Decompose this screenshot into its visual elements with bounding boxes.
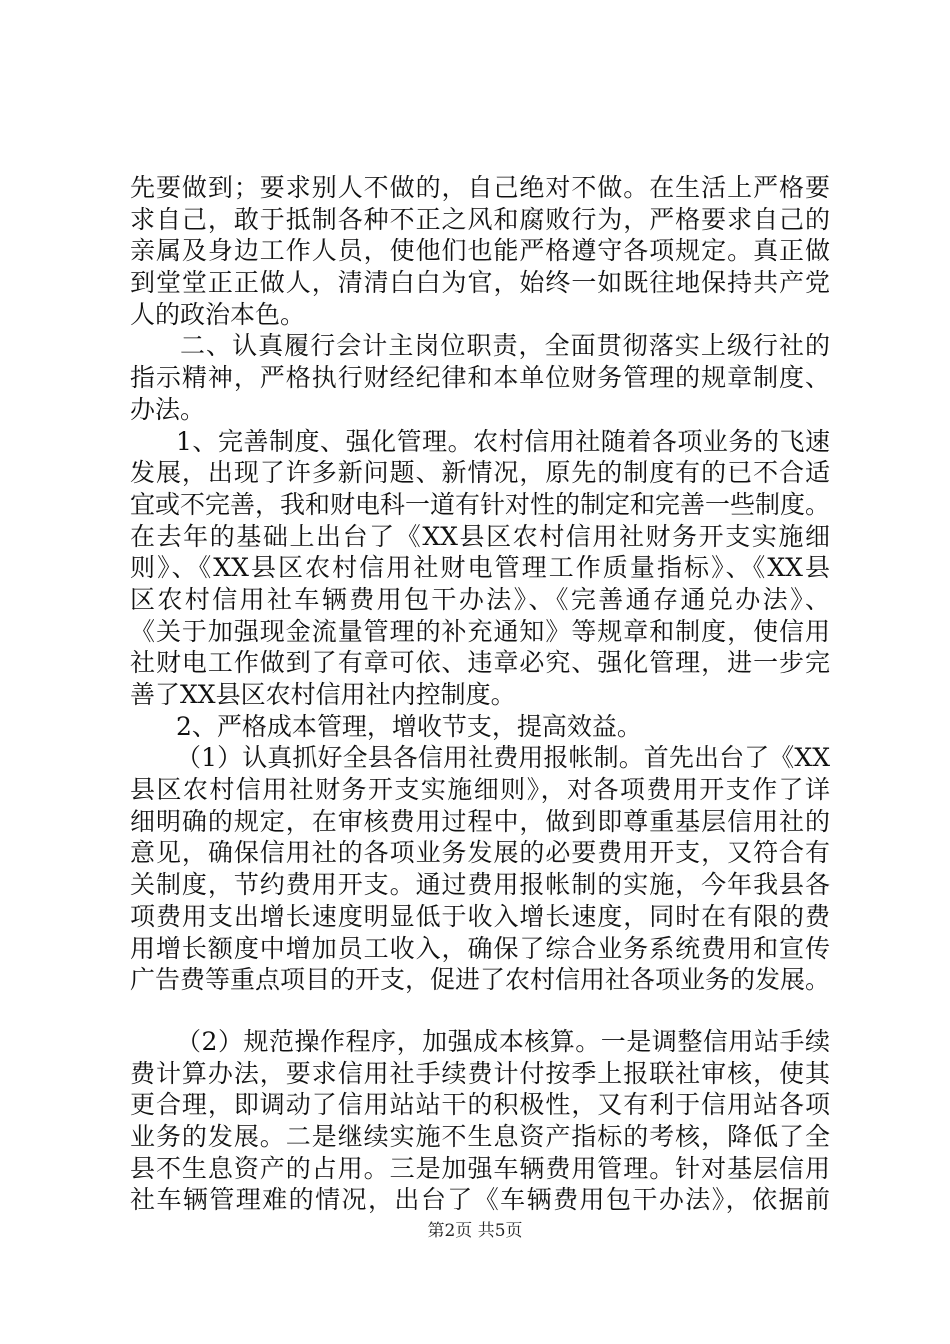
- text-line: 指示精神，严格执行财经纪律和本单位财务管理的规章制度、: [130, 363, 830, 393]
- text-line: 县不生息资产的占用。三是加强车辆费用管理。针对基层信用: [130, 1153, 830, 1183]
- text-line: 细明确的规定，在审核费用过程中，做到即尊重基层信用社的: [130, 806, 830, 836]
- text-line: 1、完善制度、强化管理。农村信用社随着各项业务的飞速: [176, 426, 830, 456]
- text-line: 县区农村信用社财务开支实施细则》，对各项费用开支作了详: [130, 775, 830, 805]
- page-number-footer: 第2页 共5页: [427, 1221, 523, 1241]
- text-line: 求自己，敢于抵制各种不正之风和腐败行为，严格要求自己的: [130, 204, 830, 234]
- text-line: 亲属及身边工作人员，使他们也能严格遵守各项规定。真正做: [130, 236, 830, 266]
- document-body: [130, 172, 830, 1216]
- text-line: 《关于加强现金流量管理的补充通知》等规章和制度，使信用: [130, 616, 830, 646]
- text-line: 宜或不完善，我和财电科一道有针对性的制定和完善一些制度。: [130, 489, 830, 519]
- text-line: 项费用支出增长速度明显低于收入增长速度，同时在有限的费: [130, 901, 830, 931]
- text-line: 先要做到；要求别人不做的，自己绝对不做。在生活上严格要: [130, 173, 830, 202]
- text-line: 意见，确保信用社的各项业务发展的必要费用开支，又符合有: [130, 838, 830, 868]
- text-line: 区农村信用社车辆费用包干办法》、《完善通存通兑办法》、: [130, 584, 830, 614]
- text-line: 2、严格成本管理，增收节支，提高效益。: [176, 711, 642, 741]
- text-line: 社车辆管理难的情况，出台了《车辆费用包干办法》，依据前: [130, 1185, 830, 1215]
- text-line: 社财电工作做到了有章可依、违章必究、强化管理，进一步完: [130, 648, 830, 678]
- text-line: （2）规范操作程序，加强成本核算。一是调整信用站手续: [176, 1026, 830, 1056]
- text-line: 则》、《XX县区农村信用社财电管理工作质量指标》、《XX县: [130, 553, 830, 583]
- text-line: 关制度，节约费用开支。通过费用报帐制的实施，今年我县各: [130, 870, 830, 900]
- text-line: 费计算办法，要求信用社手续费计付按季上报联社审核，使其: [130, 1058, 830, 1088]
- text-line: 人的政治本色。: [130, 299, 306, 329]
- text-line: 善了XX县区农村信用社内控制度。: [130, 680, 516, 709]
- text-line: 在去年的基础上出台了《XX县区农村信用社财务开支实施细: [130, 521, 830, 551]
- text-line: 广告费等重点项目的开支，促进了农村信用社各项业务的发展。: [130, 965, 830, 995]
- section-heading-line: 二、认真履行会计主岗位职责，全面贯彻落实上级行社的: [180, 331, 830, 361]
- text-line: 更合理，即调动了信用站站干的积极性，又有利于信用站各项: [130, 1090, 830, 1120]
- text-line: 到堂堂正正做人，清清白白为官，始终一如既往地保持共产党: [130, 268, 830, 298]
- text-line: 用增长额度中增加员工收入，确保了综合业务系统费用和宣传: [130, 933, 830, 963]
- text-line: （1）认真抓好全县各信用社费用报帐制。首先出台了《XX: [176, 743, 830, 773]
- text-line: 业务的发展。二是继续实施不生息资产指标的考核，降低了全: [130, 1121, 830, 1151]
- text-line: 发展，出现了许多新问题、新情况，原先的制度有的已不合适: [130, 458, 830, 488]
- text-line: 办法。: [130, 394, 206, 424]
- paragraph-gap: [130, 996, 830, 1026]
